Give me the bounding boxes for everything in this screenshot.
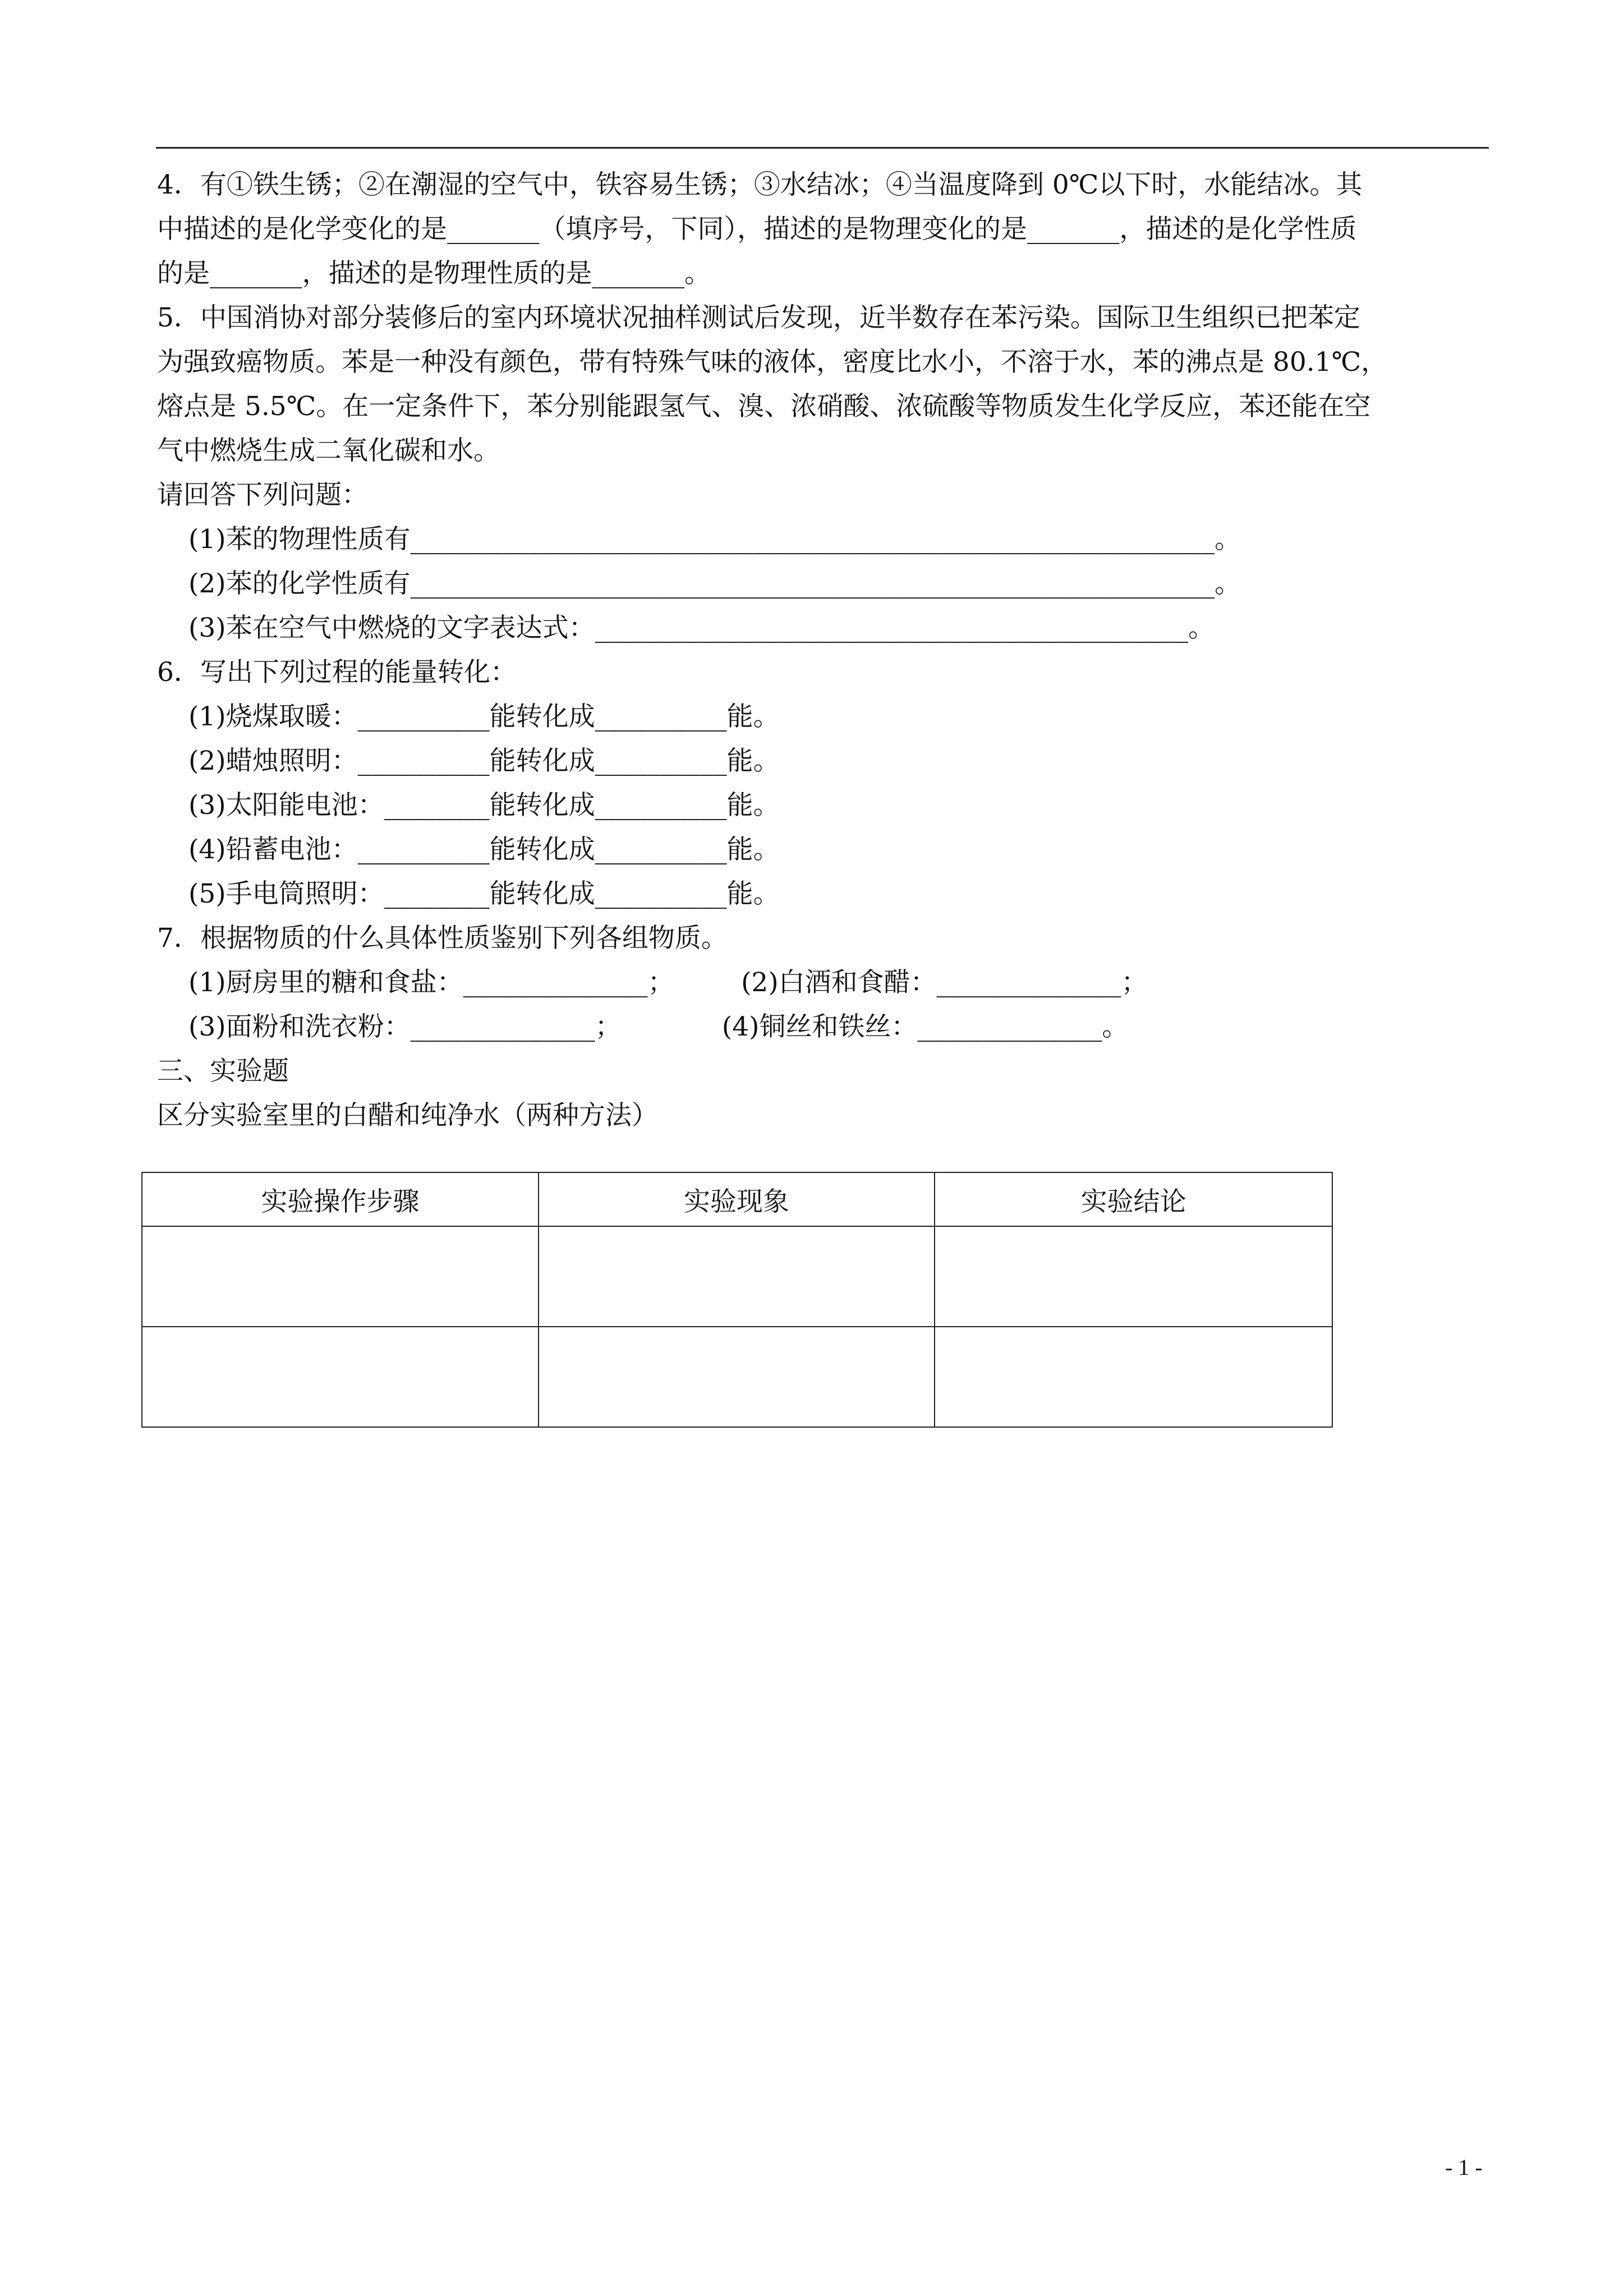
q6-sub-2: (2)蜡烛照明：__________能转化成__________能。 <box>188 746 780 776</box>
q4-line-1: 4．有①铁生锈；②在潮湿的空气中，铁容易生锈；③水结冰；④当温度降到 0℃以下时，水能结冰。其 <box>157 169 1363 200</box>
table-header-cell: 实验操作步骤 <box>142 1172 539 1226</box>
section-heading: 三、实验题 <box>157 1056 289 1087</box>
header-rule <box>156 147 1489 149</box>
q5-prompt: 请回答下列问题： <box>157 480 368 510</box>
q6-sub-3: (3)太阳能电池：________能转化成__________能。 <box>188 790 780 821</box>
table-row <box>142 1327 1332 1427</box>
experiment-task: 区分实验室里的白醋和纯净水（两种方法） <box>157 1100 658 1131</box>
experiment-table <box>141 1172 1333 1428</box>
q7-row-1: (1)厨房里的糖和食盐：______________； (2)白酒和食醋：______________； <box>188 967 1148 998</box>
q5-line-3: 熔点是 5.5℃。在一定条件下，苯分别能跟氢气、溴、浓硝酸、浓硫酸等物质发生化学反应，苯还能在空 <box>157 391 1371 422</box>
table-cell[interactable] <box>539 1226 935 1327</box>
q5-sub-1: (1)苯的物理性质有_____________________________________________________________。 <box>188 524 1241 555</box>
table-header-row <box>142 1172 1332 1226</box>
q7-row-2: (3)面粉和洗衣粉：______________； (4)铜丝和铁丝：______________。 <box>188 1011 1129 1042</box>
table-header-cell: 实验结论 <box>935 1172 1332 1226</box>
q6-sub-5: (5)手电筒照明：________能转化成__________能。 <box>188 878 780 909</box>
q5-line-4: 气中燃烧生成二氧化碳和水。 <box>157 435 500 466</box>
page-number: - 1 - <box>1445 2155 1483 2180</box>
table-cell[interactable] <box>935 1327 1332 1427</box>
table-row <box>142 1226 1332 1327</box>
q5-sub-3: (3)苯在空气中燃烧的文字表达式：_____________________________________________。 <box>188 613 1215 643</box>
q5-line-1: 5．中国消协对部分装修后的室内环境状况抽样测试后发现，近半数存在苯污染。国际卫生组织已把苯定 <box>157 302 1360 333</box>
q7-title: 7．根据物质的什么具体性质鉴别下列各组物质。 <box>157 923 728 954</box>
table-cell[interactable] <box>539 1327 935 1427</box>
q5-sub-2: (2)苯的化学性质有_____________________________________________________________。 <box>188 568 1241 599</box>
q6-title: 6．写出下列过程的能量转化： <box>157 657 517 688</box>
table-header-cell: 实验现象 <box>539 1172 935 1226</box>
q6-sub-1: (1)烧煤取暖：__________能转化成__________能。 <box>188 701 780 732</box>
table-cell[interactable] <box>142 1327 539 1427</box>
q6-sub-4: (4)铅蓄电池：__________能转化成__________能。 <box>188 834 780 865</box>
worksheet-content <box>157 163 1487 1138</box>
q4-line-2: 中描述的是化学变化的是_______（填序号，下同），描述的是物理变化的是_______，描述的是化学性质 <box>157 214 1357 245</box>
q4-line-3: 的是_______，描述的是物理性质的是_______。 <box>157 258 711 289</box>
q5-line-2: 为强致癌物质。苯是一种没有颜色，带有特殊气味的液体，密度比水小，不溶于水，苯的沸点是 80.1℃， <box>157 347 1388 378</box>
table-cell[interactable] <box>935 1226 1332 1327</box>
table-cell[interactable] <box>142 1226 539 1327</box>
